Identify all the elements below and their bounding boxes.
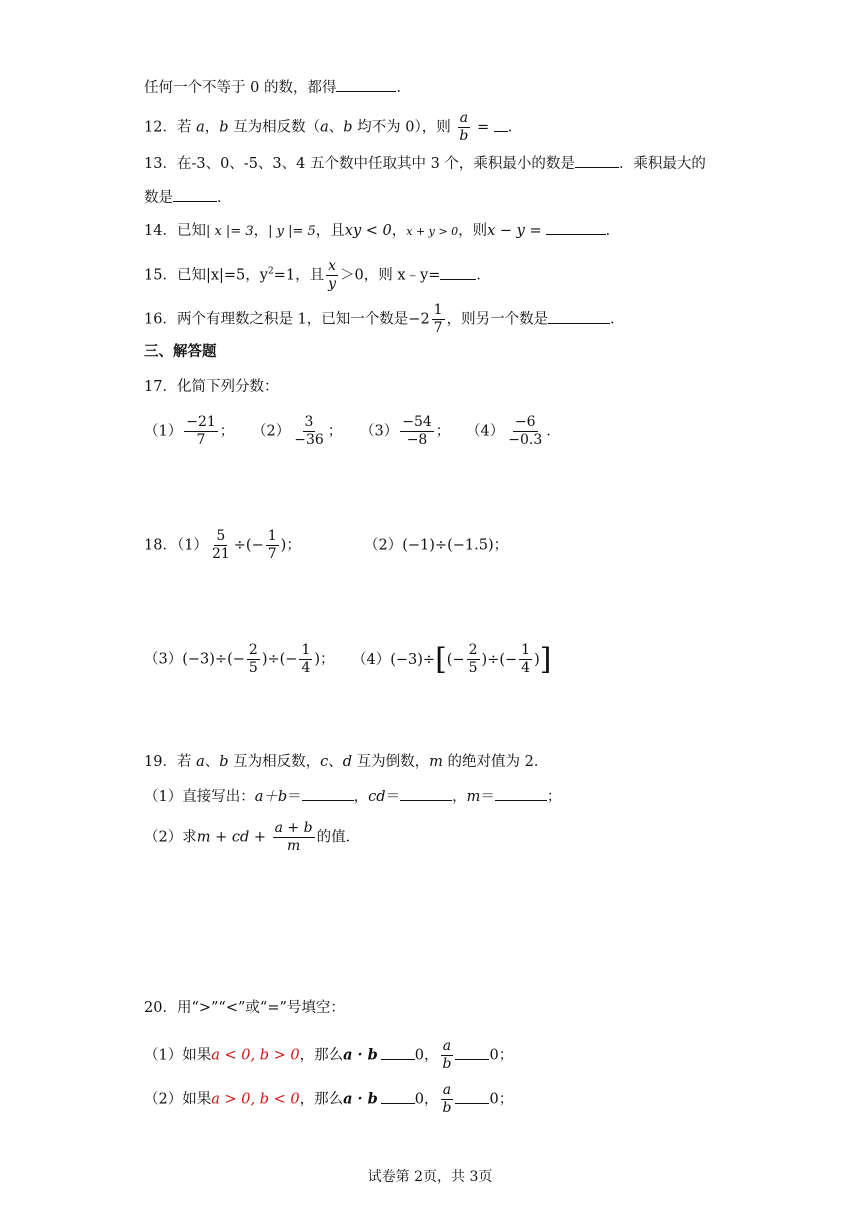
item-end: )； [314, 651, 335, 668]
item-label: （3） [144, 651, 183, 668]
expression: (−1)÷(−1.5) [402, 537, 494, 554]
frac-bottom: 5 [468, 660, 478, 676]
frac-top: 1 [301, 642, 311, 658]
frac-bottom: −8 [406, 432, 428, 448]
answer-blank [381, 1044, 415, 1060]
q14-text: ，且 [315, 223, 345, 239]
a-plus-b: a＋b [254, 789, 288, 805]
fraction [299, 642, 312, 677]
answer-blank [440, 264, 476, 280]
q15-text: ＞0，则 x﹣y= [340, 267, 441, 284]
q13-number: 13． [144, 156, 177, 172]
item-label: （2） [252, 423, 291, 440]
equals: ＝ [385, 789, 401, 805]
question-16 [144, 302, 625, 337]
expression: m + cd + [196, 829, 271, 846]
question-17 [144, 377, 278, 397]
question-15 [144, 258, 491, 293]
q19-text: 若 [176, 754, 197, 770]
q13-text-mid: ．乘积最大的 [618, 156, 706, 172]
expression: (−3)÷(− [182, 651, 245, 668]
q16-text: 两个有理数之积是 1，已知一个数是 [176, 311, 409, 328]
q20-text: 如果 [182, 1091, 212, 1108]
q12-text: 若 [176, 119, 197, 136]
q19-sub-2 [144, 820, 360, 855]
frac-top: 2 [248, 642, 258, 658]
q20-number: 20． [144, 1000, 177, 1016]
equals: = [472, 119, 494, 136]
answer-blank [302, 785, 354, 801]
var-d: d [342, 754, 353, 770]
q18-item-2 [364, 538, 508, 554]
q18-item-1 [144, 528, 364, 563]
q19-sub-1 [144, 785, 561, 807]
frac-bottom: 4 [301, 660, 311, 676]
fraction [506, 414, 544, 449]
frac-top: x [328, 258, 336, 274]
q17-number: 17． [144, 379, 177, 395]
q19-s1-text: 直接写出： [182, 789, 255, 805]
equals: ＝ [287, 789, 302, 805]
cd: cd [368, 789, 386, 805]
condition-expr: a > 0, b < 0 [211, 1091, 300, 1108]
var-a: a [196, 754, 205, 770]
frac-top: −54 [402, 414, 432, 430]
var-b: b [219, 754, 229, 770]
item-label: （3） [360, 423, 399, 440]
frac-bottom: 7 [267, 546, 277, 562]
q16-end: ． [610, 311, 625, 328]
answer-blank [381, 1088, 415, 1104]
var-b: b [219, 119, 229, 136]
fraction [441, 1082, 454, 1117]
q20-text: 如果 [182, 1047, 212, 1064]
frac-top: a [459, 110, 469, 126]
item-label: （4） [466, 423, 505, 440]
answer-blank [546, 219, 606, 235]
zero: 0， [414, 1091, 439, 1108]
item-end: ； [219, 423, 235, 440]
var-c: c [320, 754, 329, 770]
frac-top: 1 [433, 302, 443, 318]
frac-bottom: b [459, 128, 469, 144]
q13-end: ． [217, 190, 232, 206]
operator: )÷(− [261, 651, 298, 668]
q14-text: ，则 [458, 223, 488, 239]
q16-number: 16． [144, 311, 177, 328]
question-18-row1 [144, 528, 508, 563]
item-end: ． [546, 423, 561, 440]
answer-blank [495, 785, 547, 801]
q17-title: 化简下列分数： [176, 379, 279, 395]
comma: ， [353, 789, 369, 805]
fraction [273, 820, 315, 855]
fraction [400, 414, 434, 449]
question-14 [144, 219, 620, 242]
question-20 [144, 998, 345, 1018]
q19-s2-text: 的值． [316, 829, 361, 846]
q14-number: 14． [144, 223, 177, 239]
abs-x-expr: | x |= 3 [205, 224, 254, 239]
answer-blank [548, 308, 610, 324]
item-label: （1） [176, 537, 208, 554]
frac-top: 5 [216, 528, 226, 544]
q12-sep: 、 [328, 119, 344, 136]
frac-top: 1 [267, 528, 277, 544]
q15-end: ． [476, 267, 491, 284]
fraction [519, 642, 532, 677]
fraction-a-over-b [457, 110, 470, 145]
answer-blank [455, 1044, 489, 1060]
q18-number: 18． [144, 537, 177, 554]
frac-bottom: b [442, 1056, 452, 1072]
q17-items [144, 414, 561, 449]
var-m: m [466, 789, 481, 805]
q15-text: =1，且 [273, 267, 325, 284]
q12-end: . [507, 119, 513, 136]
superscript-2: 2 [267, 266, 274, 277]
fraction [467, 642, 480, 677]
a-dot-b: a · b [343, 1090, 378, 1108]
q14-end: ． [605, 223, 621, 239]
q12-text: 均不为 0），则 [352, 119, 456, 136]
q20-sub-2 [144, 1082, 513, 1117]
frac-top: −6 [514, 414, 536, 430]
q17-item-3 [360, 414, 466, 449]
q17-item-1 [144, 414, 252, 449]
answer-blank [575, 152, 619, 168]
var-m: m [429, 754, 443, 770]
x-plus-y-expr: x + y > 0 [406, 225, 459, 238]
q17-item-4 [466, 414, 561, 449]
fraction [247, 642, 260, 677]
frac-top: a + b [274, 820, 313, 836]
item-label: （4） [352, 651, 391, 668]
equals: ＝ [480, 789, 495, 805]
zero: 0； [489, 1091, 514, 1108]
item-label: （2） [364, 537, 403, 554]
page-footer: 试卷第 2页，共 3页 [367, 1169, 493, 1185]
var-a: a [320, 119, 329, 136]
q20-text: ，那么 [299, 1047, 344, 1064]
q13-text: 在-3、0、-5、3、4 五个数中任取其中 3 个，乘积最小的数是 [176, 156, 575, 172]
section-heading: 三、解答题 [144, 344, 217, 360]
fraction [184, 414, 218, 449]
frac-bottom: −36 [294, 432, 324, 448]
fraction [441, 1038, 454, 1073]
frac-bottom: m [286, 838, 301, 854]
item-end: )； [280, 537, 301, 554]
frac-bottom: 4 [521, 660, 531, 676]
q15-text: 已知|x|=5，y [176, 267, 268, 284]
q19-text: 的绝对值为 2． [442, 754, 549, 770]
frac-bottom: b [442, 1100, 452, 1116]
question-12 [144, 110, 512, 145]
var-a: a [196, 119, 205, 136]
q20-title: 用“>”“<”或“=”号填空： [176, 1000, 345, 1016]
fraction [292, 414, 326, 449]
frac-top: a [442, 1082, 452, 1098]
item-label: （2） [144, 1091, 183, 1108]
a-dot-b: a · b [343, 1046, 378, 1064]
item-end: ； [435, 423, 451, 440]
question-19 [144, 752, 548, 772]
comma: ， [253, 223, 269, 239]
sep: 、 [204, 754, 220, 770]
x-minus-y-expr: x − y = [487, 223, 542, 239]
condition-expr: a < 0, b > 0 [211, 1047, 300, 1064]
q16-text: ，则另一个数是 [446, 311, 549, 328]
fraction [266, 528, 279, 563]
frac-bottom: 5 [248, 660, 258, 676]
operator: (− [446, 651, 465, 668]
q15-number: 15． [144, 267, 177, 284]
fraction [210, 528, 232, 563]
frac-top: −21 [186, 414, 216, 430]
answer-blank [400, 785, 452, 801]
q11-end: ． [396, 80, 411, 96]
frac-top: 1 [521, 642, 531, 658]
frac-bottom: −0.3 [508, 432, 543, 448]
var-b: b [343, 119, 353, 136]
q20-sub-1 [144, 1038, 513, 1073]
q12-comma: ， [204, 119, 220, 136]
operator: ÷(− [233, 537, 264, 554]
item-end: ； [546, 789, 562, 805]
q20-text: ，那么 [299, 1091, 344, 1108]
sep: 、 [328, 754, 343, 770]
q18-item-3 [144, 642, 352, 677]
comma: ， [452, 789, 467, 805]
expression: (−3)÷ [390, 651, 436, 668]
answer-blank [494, 116, 508, 132]
q12-number: 12． [144, 119, 177, 136]
frac-bottom: 21 [211, 546, 230, 562]
q13-text-2: 数是 [144, 190, 173, 206]
frac-top: 3 [304, 414, 314, 430]
question-18-row2 [144, 642, 551, 677]
frac-bottom: 7 [433, 320, 443, 336]
frac-bottom: y [328, 276, 336, 292]
right-bracket: ] [539, 641, 552, 677]
mixed-number-whole: −2 [408, 311, 430, 328]
q19-text: 互为倒数， [352, 754, 430, 770]
item-label: （1） [144, 789, 183, 805]
frac-top: 2 [468, 642, 478, 658]
answer-blank [173, 186, 217, 202]
item-end: ； [493, 537, 509, 554]
answer-blank [455, 1088, 489, 1104]
q17-item-2 [252, 414, 360, 449]
q14-text: 已知 [176, 223, 206, 239]
comma: ， [391, 223, 407, 239]
q11-tail [144, 76, 411, 98]
question-13-line1 [144, 152, 706, 174]
close-paren: ) [534, 651, 540, 668]
item-label: （1） [144, 423, 183, 440]
frac-top: a [442, 1038, 452, 1054]
item-end: ； [327, 423, 343, 440]
xy-expr: xy < 0 [344, 223, 392, 239]
q19-number: 19． [144, 754, 177, 770]
question-13-line2 [144, 186, 232, 208]
fraction-1-over-7 [432, 302, 445, 337]
zero: 0， [414, 1047, 439, 1064]
q12-text: 互为相反数（ [228, 119, 321, 136]
left-bracket: [ [435, 641, 447, 677]
q19-text: 互为相反数， [228, 754, 321, 770]
q11-text: 任何一个不等于 0 的数，都得 [144, 80, 337, 96]
zero: 0； [489, 1047, 514, 1064]
q19-s2-text: 求 [182, 829, 197, 846]
q18-item-4 [352, 641, 552, 677]
answer-blank [336, 76, 396, 92]
abs-y-expr: | y |= 5 [268, 224, 316, 239]
item-label: （2） [144, 829, 183, 846]
operator: )÷(− [481, 651, 518, 668]
frac-bottom: 7 [196, 432, 206, 448]
fraction-x-over-y [326, 258, 338, 293]
item-label: （1） [144, 1047, 183, 1064]
